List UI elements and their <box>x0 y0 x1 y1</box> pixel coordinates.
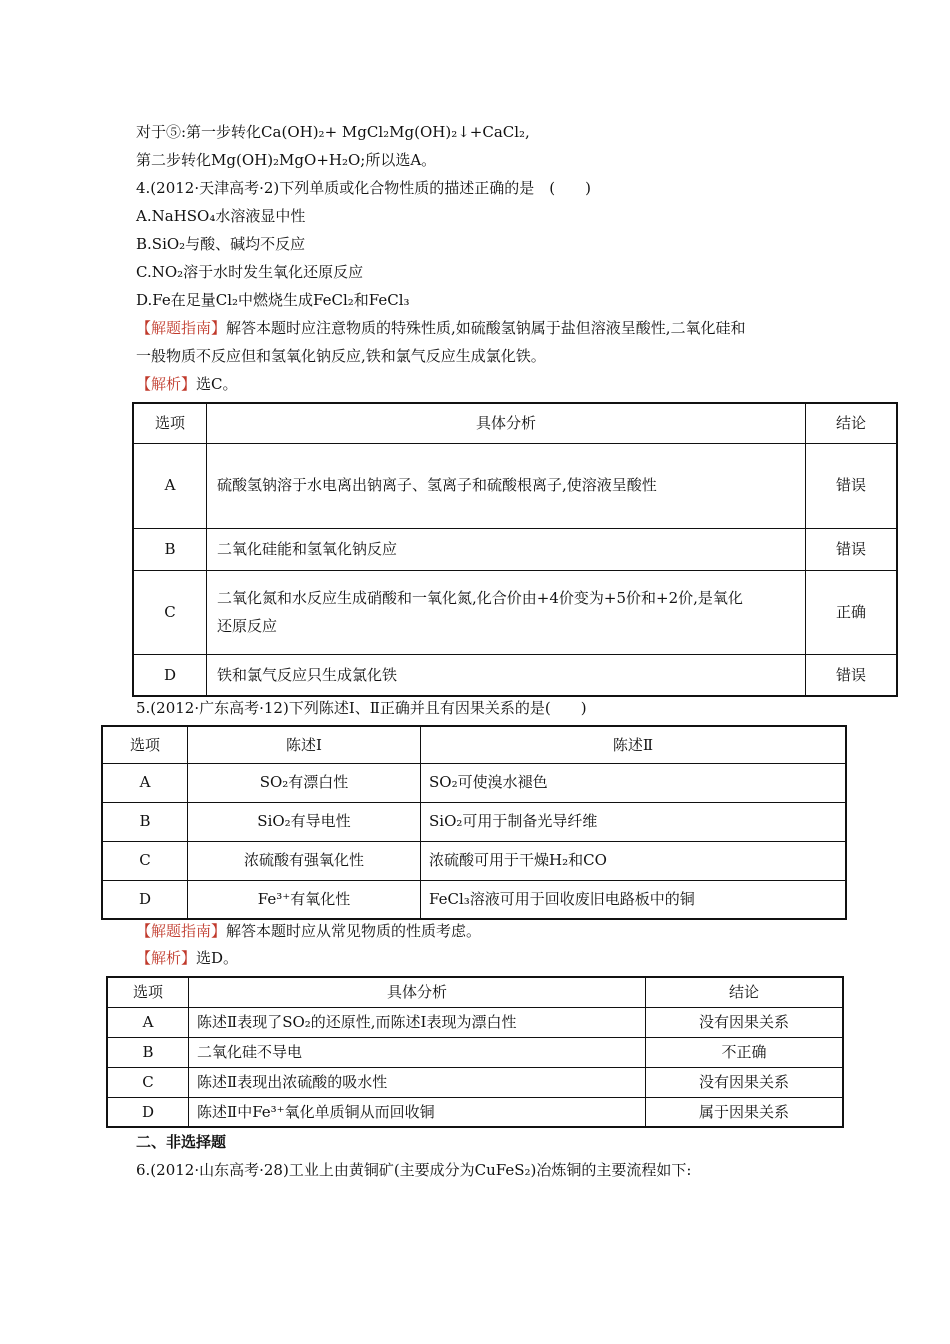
header-cell: 选项 <box>102 726 188 763</box>
option-cell: D <box>133 654 207 696</box>
table-row <box>102 802 846 841</box>
table-row <box>133 570 897 654</box>
table-row <box>107 1097 843 1127</box>
q5-guide <box>136 921 481 941</box>
analysis-text: 选D。 <box>196 949 239 967</box>
detail-cell: 陈述Ⅱ表现出浓硫酸的吸水性 <box>189 1067 646 1097</box>
option-cell: C <box>133 570 207 654</box>
statement1-cell: 浓硫酸有强氧化性 <box>188 841 421 880</box>
detail-cell: 二氧化硅能和氢氧化钠反应 <box>207 528 806 570</box>
detail-cell: 硫酸氢钠溶于水电离出钠离子、氢离子和硫酸根离子,使溶液呈酸性 <box>207 443 806 528</box>
q4-guide-cont: 一般物质不反应但和氢氧化钠反应,铁和氯气反应生成氯化铁。 <box>136 347 546 365</box>
statement1-cell: Fe³⁺有氧化性 <box>188 880 421 919</box>
statement2-cell: 浓硫酸可用于干燥H₂和CO <box>421 841 847 880</box>
header-cell: 选项 <box>133 403 207 443</box>
detail-line-1: 二氧化氮和水反应生成硝酸和一氧化氮,化合价由+4价变为+5价和+2价,是氧化 <box>217 589 743 607</box>
analysis-text: 选C。 <box>196 375 238 393</box>
statement1-cell: SO₂有漂白性 <box>188 763 421 802</box>
guide-text: 解答本题时应从常见物质的性质考虑。 <box>226 922 482 940</box>
q5-stem: 5.(2012·广东高考·12)下列陈述Ⅰ、Ⅱ正确并且有因果关系的是( ) <box>136 699 587 717</box>
detail-cell: 二氧化硅不导电 <box>189 1037 646 1067</box>
table-row <box>133 443 897 528</box>
table-row <box>102 880 846 919</box>
option-cell: A <box>107 1007 189 1037</box>
q4-analysis-table <box>132 402 898 697</box>
header-cell: 具体分析 <box>189 977 646 1007</box>
result-cell: 错误 <box>806 443 898 528</box>
detail-line-2: 还原反应 <box>217 617 278 635</box>
table-row <box>107 1037 843 1067</box>
q4-option-c: C.NO₂溶于水时发生氧化还原反应 <box>136 263 364 281</box>
intro-line-1: 对于⑤:第一步转化Ca(OH)₂+ MgCl₂Mg(OH)₂↓+CaCl₂, <box>136 123 530 141</box>
statement1-cell: SiO₂有导电性 <box>188 802 421 841</box>
statement2-cell: SO₂可使溴水褪色 <box>421 763 847 802</box>
option-cell: C <box>102 841 188 880</box>
header-cell: 陈述Ⅱ <box>421 726 847 763</box>
header-cell: 结论 <box>646 977 844 1007</box>
header-cell: 结论 <box>806 403 898 443</box>
q6-stem: 6.(2012·山东高考·28)工业上由黄铜矿(主要成分为CuFeS₂)冶炼铜的主要流程如下: <box>136 1161 692 1179</box>
q5-analysis <box>136 948 238 968</box>
result-cell: 属于因果关系 <box>646 1097 844 1127</box>
option-cell: B <box>107 1037 189 1067</box>
option-cell: D <box>107 1097 189 1127</box>
guide-tag: 【解题指南】 <box>136 922 227 940</box>
option-cell: A <box>102 763 188 802</box>
result-cell: 没有因果关系 <box>646 1007 844 1037</box>
option-cell: B <box>133 528 207 570</box>
statement2-cell: FeCl₃溶液可用于回收废旧电路板中的铜 <box>421 880 847 919</box>
q4-guide <box>136 318 746 338</box>
detail-cell <box>207 570 806 654</box>
header-cell: 选项 <box>107 977 189 1007</box>
table-header-row <box>102 726 846 763</box>
q5-statement-table <box>101 725 847 920</box>
detail-cell: 陈述Ⅱ中Fe³⁺氧化单质铜从而回收铜 <box>189 1097 646 1127</box>
header-cell: 陈述Ⅰ <box>188 726 421 763</box>
detail-cell: 陈述Ⅱ表现了SO₂的还原性,而陈述Ⅰ表现为漂白性 <box>189 1007 646 1037</box>
table-row <box>107 1067 843 1097</box>
q4-analysis <box>136 374 238 394</box>
table-row <box>107 1007 843 1037</box>
header-cell: 具体分析 <box>207 403 806 443</box>
table-row <box>102 763 846 802</box>
guide-text: 解答本题时应注意物质的特殊性质,如硫酸氢钠属于盐但溶液呈酸性,二氧化硅和 <box>226 319 746 337</box>
table-row <box>133 528 897 570</box>
result-cell: 正确 <box>806 570 898 654</box>
option-cell: D <box>102 880 188 919</box>
q4-option-b: B.SiO₂与酸、碱均不反应 <box>136 235 306 253</box>
q4-stem: 4.(2012·天津高考·2)下列单质或化合物性质的描述正确的是 ( ) <box>136 179 591 197</box>
statement2-cell: SiO₂可用于制备光导纤维 <box>421 802 847 841</box>
option-cell: B <box>102 802 188 841</box>
result-cell: 没有因果关系 <box>646 1067 844 1097</box>
detail-cell: 铁和氯气反应只生成氯化铁 <box>207 654 806 696</box>
intro-line-2: 第二步转化Mg(OH)₂MgO+H₂O;所以选A。 <box>136 151 437 169</box>
analysis-tag: 【解析】 <box>136 949 197 967</box>
table-header-row <box>107 977 843 1007</box>
q4-option-a: A.NaHSO₄水溶液显中性 <box>136 207 306 225</box>
section-heading: 二、非选择题 <box>136 1133 227 1151</box>
analysis-tag: 【解析】 <box>136 375 197 393</box>
q5-analysis-table <box>106 976 844 1128</box>
result-cell: 错误 <box>806 528 898 570</box>
guide-tag: 【解题指南】 <box>136 319 227 337</box>
option-cell: C <box>107 1067 189 1097</box>
q4-option-d: D.Fe在足量Cl₂中燃烧生成FeCl₂和FeCl₃ <box>136 291 410 309</box>
table-row <box>133 654 897 696</box>
table-header-row <box>133 403 897 443</box>
result-cell: 错误 <box>806 654 898 696</box>
table-row <box>102 841 846 880</box>
option-cell: A <box>133 443 207 528</box>
result-cell: 不正确 <box>646 1037 844 1067</box>
